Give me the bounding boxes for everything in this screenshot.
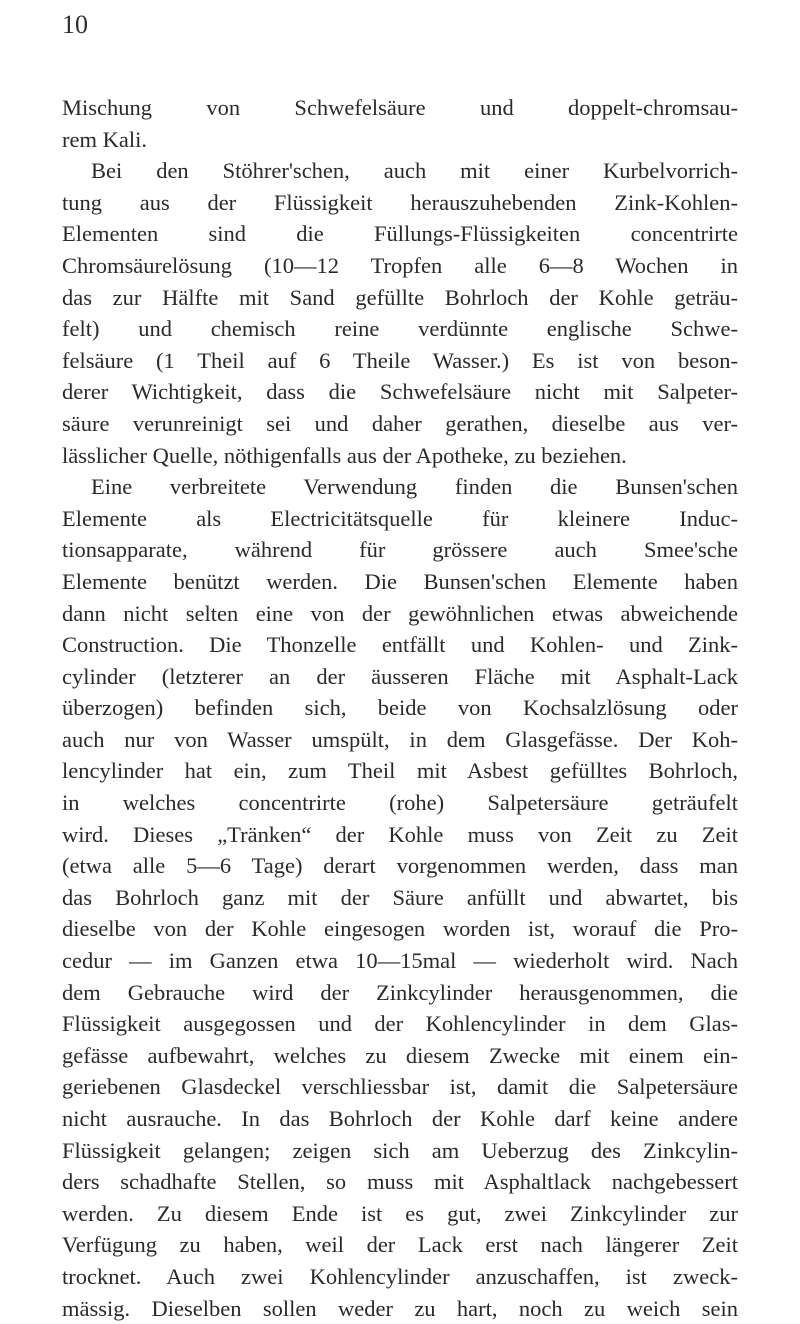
- text-line: derer Wichtigkeit, dass die Schwefelsäure nicht mit Salpeter-: [62, 379, 738, 405]
- text-line: dann nicht selten eine von der gewöhnlichen etwas abweichende: [62, 600, 738, 626]
- text-line: in welches concentrirte (rohe) Salpetersäure geträufelt: [62, 790, 738, 816]
- text-line: tionsapparate, während für grössere auch Smee'sche: [62, 537, 738, 563]
- text-line: dieselbe von der Kohle eingesogen worden ist, worauf die Pro-: [62, 916, 738, 942]
- text-line: geriebenen Glasdeckel verschliessbar ist, damit die Salpetersäure: [62, 1074, 738, 1100]
- text-line: Mischung von Schwefelsäure und doppelt-chromsau-: [62, 95, 738, 120]
- text-line: Flüssigkeit ausgegossen und der Kohlencylinder in dem Glas-: [62, 1011, 738, 1037]
- text-line: das zur Hälfte mit Sand gefüllte Bohrloch der Kohle geträu-: [62, 284, 738, 310]
- text-line: Elementen sind die Füllungs-Flüssigkeiten concentrirte: [62, 221, 738, 247]
- text-line: nicht ausrauche. In das Bohrloch der Kohle darf keine andere: [62, 1106, 738, 1131]
- text-line: ders schadhafte Stellen, so muss mit Asphaltlack nachgebessert: [62, 1169, 738, 1195]
- page-number: 10: [62, 10, 88, 39]
- text-line: werden. Zu diesem Ende ist es gut, zwei Zinkcylinder zur: [62, 1200, 738, 1226]
- text-line: felsäure (1 Theil auf 6 Theile Wasser.) Es ist von beson-: [62, 347, 738, 373]
- text-line: säure verunreinigt sei und daher gerathen, dieselbe aus ver-: [62, 410, 738, 436]
- text-line: rem Kali.: [62, 126, 147, 152]
- text-line: Chromsäurelösung (10—12 Tropfen alle 6—8 Wochen in: [62, 252, 738, 278]
- text-line: felt) und chemisch reine verdünnte englische Schwe-: [62, 316, 738, 342]
- text-line: Elemente als Electricitätsquelle für kleinere Induc-: [62, 505, 738, 531]
- text-line: Construction. Die Thonzelle entfällt und Kohlen- und Zink-: [62, 632, 738, 658]
- text-line: Eine verbreitete Verwendung finden die Bunsen'schen: [91, 474, 738, 500]
- text-line: auch nur von Wasser umspült, in dem Glasgefässe. Der Koh-: [62, 726, 738, 752]
- text-line: mässig. Dieselben sollen weder zu hart, noch zu weich sein: [62, 1295, 738, 1321]
- body-text: [62, 92, 738, 1324]
- text-line: Elemente benützt werden. Die Bunsen'schen Elemente haben: [62, 568, 738, 594]
- text-line: lässlicher Quelle, nöthigenfalls aus der Apotheke, zu beziehen.: [62, 442, 627, 468]
- text-line: Flüssigkeit gelangen; zeigen sich am Ueberzug des Zinkcylin-: [62, 1137, 738, 1163]
- text-line: cedur — im Ganzen etwa 10—15mal — wiederholt wird. Nach: [62, 948, 738, 974]
- text-line: lencylinder hat ein, zum Theil mit Asbest gefülltes Bohrloch,: [62, 758, 738, 784]
- text-line: cylinder (letzterer an der äusseren Fläche mit Asphalt-Lack: [62, 663, 738, 689]
- text-line: gefässe aufbewahrt, welches zu diesem Zwecke mit einem ein-: [62, 1042, 738, 1068]
- text-line: trocknet. Auch zwei Kohlencylinder anzuschaffen, ist zweck-: [62, 1263, 738, 1289]
- text-line: wird. Dieses „Tränken“ der Kohle muss von Zeit zu Zeit: [62, 821, 738, 847]
- text-line: Bei den Stöhrer'schen, auch mit einer Kurbelvorrich-: [91, 158, 738, 184]
- text-line: dem Gebrauche wird der Zinkcylinder herausgenommen, die: [62, 979, 738, 1005]
- text-line: (etwa alle 5—6 Tage) derart vorgenommen werden, dass man: [62, 853, 738, 879]
- text-line: das Bohrloch ganz mit der Säure anfüllt und abwartet, bis: [62, 884, 738, 910]
- text-line: überzogen) befinden sich, beide von Kochsalzlösung oder: [62, 695, 738, 721]
- text-line: Verfügung zu haben, weil der Lack erst nach längerer Zeit: [62, 1232, 738, 1258]
- text-line: tung aus der Flüssigkeit herauszuhebenden Zink-Kohlen-: [62, 189, 738, 215]
